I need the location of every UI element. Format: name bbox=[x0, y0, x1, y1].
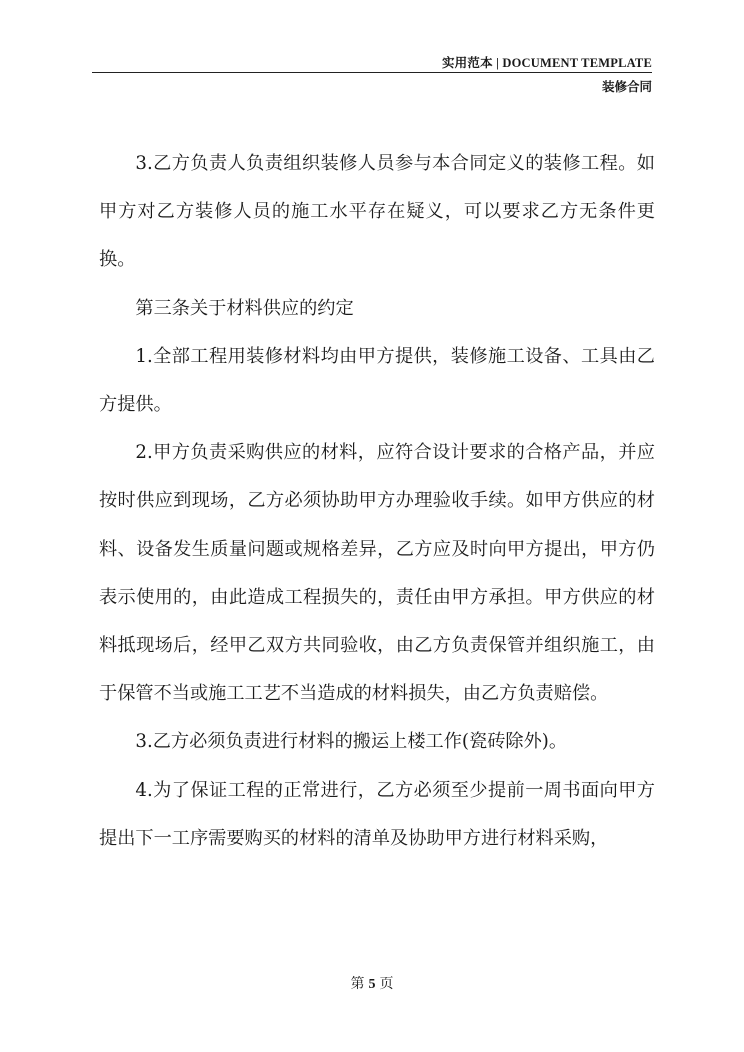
paragraph: 4.为了保证工程的正常进行，乙方必须至少提前一周书面向甲方提出下一工序需要购买的材料的清单及协助甲方进行材料采购， bbox=[99, 779, 655, 849]
header-subtitle: 装修合同 bbox=[601, 80, 652, 94]
paragraph: 3.乙方负责人负责组织装修人员参与本合同定义的装修工程。如甲方对乙方装修人员的施工水平存在疑义，可以要求乙方无条件更换。 bbox=[99, 153, 655, 271]
paragraph: 3.乙方必须负责进行材料的搬运上楼工作(瓷砖除外)。 bbox=[135, 731, 568, 753]
header-title: 实用范本 | DOCUMENT TEMPLATE bbox=[441, 56, 652, 70]
page-number: 5 bbox=[368, 977, 376, 992]
paragraph: 1.全部工程用装修材料均由甲方提供，装修施工设备、工具由乙方提供。 bbox=[99, 345, 655, 416]
header-divider bbox=[92, 72, 652, 73]
footer-suffix: 页 bbox=[379, 977, 394, 992]
document-body bbox=[99, 140, 655, 863]
footer-prefix: 第 bbox=[350, 977, 365, 992]
section-heading: 第三条关于材料供应的约定 bbox=[135, 297, 354, 319]
page-footer bbox=[0, 973, 744, 993]
paragraph: 2.甲方负责采购供应的材料，应符合设计要求的合格产品，并应按时供应到现场，乙方必须协助甲方办理验收手续。如甲方供应的材料、设备发生质量问题或规格差异，乙方应及时向甲方提出，甲方仍表示使用的，由此造成工程损失的，责任由甲方承担。甲方供应的材料抵现场后，经甲乙双方共同验收，由乙方负责保管并组织施工，由于保管不当或施工工艺不当造成的材料损失，由乙方负责赔偿。 bbox=[99, 442, 655, 705]
